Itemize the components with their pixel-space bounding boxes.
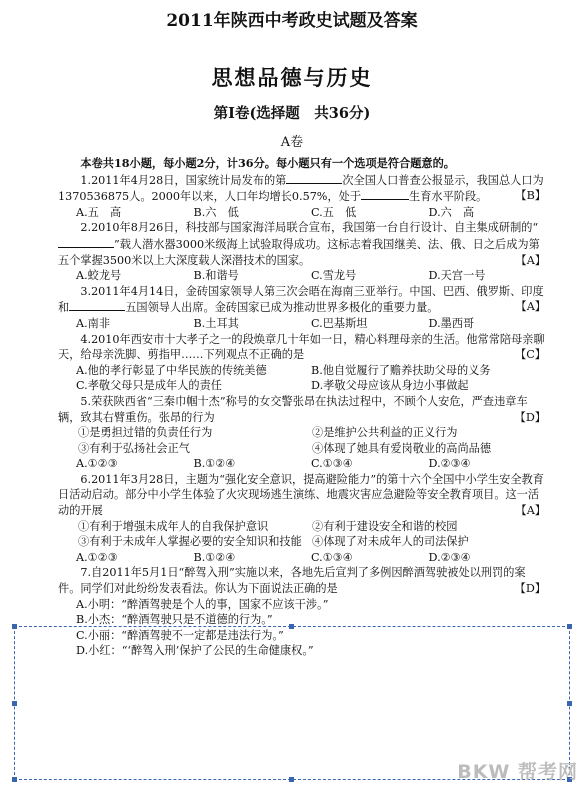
statements-row <box>58 534 546 550</box>
options-row <box>58 268 546 284</box>
option: B.和谐号 <box>193 269 239 283</box>
option: D.六 高 <box>428 205 475 219</box>
options-row <box>58 316 546 332</box>
statement: ②有利于建设安全和谐的校园 <box>312 519 458 533</box>
option: B.他自觉履行了赡养扶助父母的义务 <box>311 363 491 377</box>
answer-key: 【D】 <box>514 410 546 424</box>
option: C.雪龙号 <box>311 269 357 283</box>
answer-blank <box>361 188 409 200</box>
option: A.①②③ <box>76 457 118 471</box>
statement: ②是维护公共利益的正义行为 <box>312 426 458 440</box>
option: B.六 低 <box>193 205 239 219</box>
section-label: A卷 <box>280 135 304 150</box>
option: A.五 高 <box>76 205 122 219</box>
paper-title: 思想品德与历史 <box>211 65 373 90</box>
question-3: 3.2011年4月14日，金砖国家领导人第三次会晤在海南三亚举行。中国、巴西、俄罗斯、印度和 五国领导人出席。金砖国家已成为推动世界多极化的重要力量。 【A】 <box>58 284 546 315</box>
option: A.蛟龙号 <box>76 269 122 283</box>
option: C.五 低 <box>311 205 357 219</box>
options-row <box>58 456 546 472</box>
statements-row <box>58 519 546 535</box>
answer-blank <box>69 299 125 311</box>
statement: ④体现了对未成年人的司法保护 <box>312 535 469 549</box>
option: C.孝敬父母只是成年人的责任 <box>76 379 222 393</box>
resize-handle[interactable] <box>12 777 17 782</box>
question-2: 2.2010年8月26日，科技部与国家海洋局联合宣布，我国第一台自行设计、自主集成研制的“”载人潜水器3000米级海上试验取得成功。这标志着我国继美、法、俄、日之后成为第五个掌握3500米以上大深度载人深潜技术的国家。 【A】 <box>58 221 546 267</box>
question-7: 7.自2011年5月1日“醉驾入刑”实施以来，各地先后宣判了多例因醉酒驾驶被处以刑罚的案件。同学们对此纷纷发表看法。你认为下面说法正确的是 【D】 <box>58 566 546 596</box>
option: D.②③④ <box>428 457 471 471</box>
option: B.①②④ <box>193 457 236 471</box>
options-row <box>58 363 546 379</box>
option: D.孝敬父母应该从身边小事做起 <box>311 379 469 393</box>
option: D.墨西哥 <box>428 316 475 330</box>
option: A.他的孝行彰显了中华民族的传统美德 <box>76 363 267 377</box>
statement: ④体现了她具有爱岗敬业的高尚品德 <box>312 441 492 455</box>
answer-key: 【B】 <box>515 189 546 203</box>
question-5: 5.荣获陕西省“三秦巾帼十杰”称号的女交警张昂在执法过程中，不顾个人安危，严查违章车辆，致其右臂重伤。张昂的行为 【D】 <box>58 394 546 424</box>
question-4: 4.2010年西安市十大孝子之一的段焕章几十年如一日，精心料理母亲的生活。他常常陪母亲聊天，给母亲洗脚、剪指甲……下列观点不正确的是 【C】 <box>58 332 546 362</box>
option: B.①②④ <box>193 550 236 564</box>
answer-key: 【A】 <box>515 253 546 267</box>
option: A.①②③ <box>76 550 118 564</box>
answer-blank <box>286 172 342 184</box>
answer-blank <box>58 236 114 248</box>
option: B.小杰：“醉酒驾驶只是不道德的行为。” <box>76 613 273 627</box>
option: C.①③④ <box>311 457 353 471</box>
question-6: 6.2011年3月28日，主题为“强化安全意识，提高避险能力”的第十六个全国中小学生安全教育日活动启动。部分中小学生体验了火灾现场逃生演练、地震灾害应急避险等安全教育项目。这一活动的开展 【A】 <box>58 472 546 518</box>
option: B.土耳其 <box>193 316 239 330</box>
statement: ①有利于增强未成年人的自我保护意识 <box>78 519 269 533</box>
resize-handle[interactable] <box>289 624 294 629</box>
resize-handle[interactable] <box>289 777 294 782</box>
answer-key: 【A】 <box>515 504 546 518</box>
volume-title: 第Ⅰ卷(选择题 共36分) <box>213 105 371 122</box>
document-title: 2011年陕西中考政史试题及答案 <box>166 11 418 31</box>
question-content <box>58 156 546 659</box>
statements-row <box>58 425 546 441</box>
answer-key: 【D】 <box>514 582 546 596</box>
statement: ③有利于弘扬社会正气 <box>78 441 190 455</box>
resize-handle[interactable] <box>567 624 572 629</box>
answer-key: 【C】 <box>515 348 546 362</box>
option: C.巴基斯坦 <box>311 316 368 330</box>
statement: ①是勇担过错的负责任行为 <box>78 426 213 440</box>
option: C.①③④ <box>311 550 353 564</box>
statements-row <box>58 441 546 457</box>
option: C.小丽：“醉酒驾驶不一定都是违法行为。” <box>76 628 284 642</box>
answer-key: 【A】 <box>515 300 546 314</box>
option: D.②③④ <box>428 550 471 564</box>
resize-handle[interactable] <box>12 701 17 706</box>
watermark-logo: BKW 帮考网 <box>457 761 578 783</box>
option: A.南非 <box>76 316 111 330</box>
options-row <box>58 205 546 221</box>
option: D.天宫一号 <box>428 269 486 283</box>
resize-handle[interactable] <box>567 701 572 706</box>
options-row <box>58 550 546 566</box>
options-row <box>58 378 546 394</box>
statement: ③有利于未成年人掌握必要的安全知识和技能 <box>78 535 302 549</box>
instructions: 本卷共18小题，每小题2分，计36分。每小题只有一个选项是符合题意的。 <box>80 156 455 170</box>
option: A.小明：“醉酒驾驶是个人的事，国家不应该干涉。” <box>76 597 329 611</box>
question-1: 1.2011年4月28日，国家统计局发布的第 次全国人口普查公报显示，我国总人口为1370536875人。2000年以来，人口年均增长0.57%，处于 生育水平阶段。 【B】 <box>58 173 546 204</box>
resize-handle[interactable] <box>12 624 17 629</box>
option: D.小红：“‘醉驾入刑’保护了公民的生命健康权。” <box>76 644 314 658</box>
